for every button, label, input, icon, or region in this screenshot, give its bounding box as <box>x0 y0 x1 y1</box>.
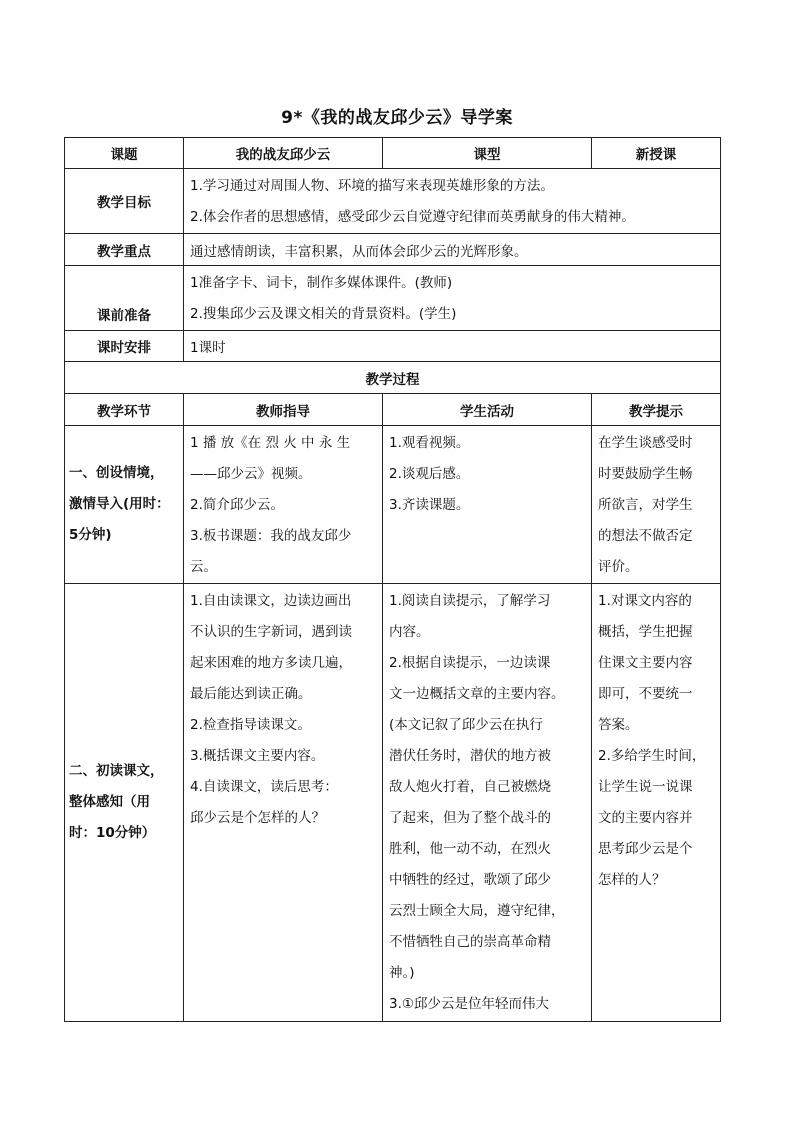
prep-cell <box>184 266 721 331</box>
text-line: 云烈士顾全大局，遵守纪律， <box>389 903 565 919</box>
schedule-row <box>65 331 721 362</box>
objectives-row <box>65 169 721 234</box>
text-line: 思考邱少云是个 <box>598 841 693 857</box>
text-line: 2.谈观后感。 <box>389 466 470 482</box>
schedule-label: 课时安排 <box>65 331 184 362</box>
text-line: ——邱少云》视频。 <box>190 466 312 482</box>
text-line: 2.根据自读提示，一边读课 <box>389 655 551 671</box>
stage-name-line: 激情导入(用时： <box>69 496 170 512</box>
objectives-cell <box>184 169 721 234</box>
text-line: (本文记叙了邱少云在执行 <box>389 717 543 733</box>
stage2-student <box>383 584 592 1022</box>
text-line: 即可，不要统一 <box>598 686 693 702</box>
lesson-plan-table <box>64 137 721 1022</box>
text-line: 文一边概括文章的主要内容。 <box>389 686 565 702</box>
col-header-tips: 教学提示 <box>592 394 721 426</box>
stage1-row <box>65 426 721 584</box>
text-line: 潜伏任务时，潜伏的地方被 <box>389 748 551 764</box>
process-title-row <box>65 362 721 394</box>
text-line: 评价。 <box>598 559 639 575</box>
text-line: 时要鼓励学生畅 <box>598 466 693 482</box>
text-line: 3.①邱少云是位年轻而伟大 <box>389 996 549 1012</box>
focus-label: 教学重点 <box>65 234 184 266</box>
header-row <box>65 138 721 169</box>
text-line: 1 播 放《在 烈 火 中 永 生 <box>190 435 351 451</box>
stage2-name <box>65 584 184 1022</box>
text-line: 2.多给学生时间， <box>598 748 706 764</box>
text-line: 怎样的人？ <box>598 872 666 888</box>
text-line: 1.对课文内容的 <box>598 593 692 609</box>
stage-name-line: 一、创设情境， <box>69 465 164 481</box>
type-value: 新授课 <box>592 138 721 169</box>
text-line: 云。 <box>190 559 217 575</box>
focus-row <box>65 234 721 266</box>
stage-name-line: 时：10分钟） <box>69 825 156 841</box>
text-line: 让学生说一说课 <box>598 779 693 795</box>
text-line: 中牺牲的经过，歌颂了邱少 <box>389 872 551 888</box>
stage-name-line: 整体感知（用 <box>69 794 150 810</box>
process-header-row <box>65 394 721 426</box>
text-line: 神。) <box>389 965 415 981</box>
text-line: 敌人炮火打着，自己被燃烧 <box>389 779 551 795</box>
col-header-student: 学生活动 <box>383 394 592 426</box>
text-line: 3.板书课题：我的战友邱少 <box>190 528 352 544</box>
stage1-student <box>383 426 592 584</box>
topic-value: 我的战友邱少云 <box>184 138 383 169</box>
text-line: 内容。 <box>389 624 430 640</box>
prep-label: 课前准备 <box>65 266 184 331</box>
objective-item: 2.体会作者的思想感情，感受邱少云自觉遵守纪律而英勇献身的伟大精神。 <box>190 209 635 225</box>
text-line: 1.自由读课文，边读边画出 <box>190 593 352 609</box>
stage2-row <box>65 584 721 1022</box>
text-line: 的想法不做否定 <box>598 528 693 544</box>
text-line: 3.概括课文主要内容。 <box>190 748 325 764</box>
schedule-value: 1课时 <box>184 331 721 362</box>
stage-name-line: 二、初读课文， <box>69 763 164 779</box>
focus-text: 通过感情朗读，丰富积累，从而体会邱少云的光辉形象。 <box>184 234 721 266</box>
stage2-teacher <box>184 584 383 1022</box>
text-line: 文的主要内容并 <box>598 810 693 826</box>
text-line: 4.自读课文，读后思考： <box>190 779 338 795</box>
prep-item: 1准备字卡、词卡，制作多媒体课件。(教师) <box>190 275 453 291</box>
text-line: 起来困难的地方多读几遍， <box>190 655 352 671</box>
text-line: 不认识的生字新词，遇到读 <box>190 624 352 640</box>
prep-row <box>65 266 721 331</box>
col-header-teacher: 教师指导 <box>184 394 383 426</box>
text-line: 胜利，他一动不动，在烈火 <box>389 841 551 857</box>
text-line: 最后能达到读正确。 <box>190 686 312 702</box>
text-line: 邱少云是个怎样的人？ <box>190 810 325 826</box>
text-line: 所欲言，对学生 <box>598 497 693 513</box>
stage2-tips <box>592 584 721 1022</box>
text-line: 1.观看视频。 <box>389 435 470 451</box>
col-header-stage: 教学环节 <box>65 394 184 426</box>
type-label: 课型 <box>383 138 592 169</box>
text-line: 2.简介邱少云。 <box>190 497 284 513</box>
text-line: 2.检查指导读课文。 <box>190 717 311 733</box>
stage1-name <box>65 426 184 584</box>
text-line: 3.齐读课题。 <box>389 497 470 513</box>
stage1-tips <box>592 426 721 584</box>
stage1-teacher <box>184 426 383 584</box>
text-line: 1.阅读自读提示，了解学习 <box>389 593 551 609</box>
text-line: 不惜牺牲自己的崇高革命精 <box>389 934 551 950</box>
page-title: 9*《我的战友邱少云》导学案 <box>281 108 513 128</box>
text-line: 答案。 <box>598 717 639 733</box>
process-title: 教学过程 <box>65 362 721 394</box>
text-line: 住课文主要内容 <box>598 655 693 671</box>
text-line: 在学生谈感受时 <box>598 435 693 451</box>
topic-label: 课题 <box>65 138 184 169</box>
stage-name-line: 5分钟) <box>69 527 112 543</box>
prep-item: 2.搜集邱少云及课文相关的背景资料。(学生) <box>190 306 457 322</box>
text-line: 概括，学生把握 <box>598 624 693 640</box>
objective-item: 1.学习通过对周围人物、环境的描写来表现英雄形象的方法。 <box>190 178 554 194</box>
text-line: 了起来，但为了整个战斗的 <box>389 810 551 826</box>
objectives-label: 教学目标 <box>65 169 184 234</box>
